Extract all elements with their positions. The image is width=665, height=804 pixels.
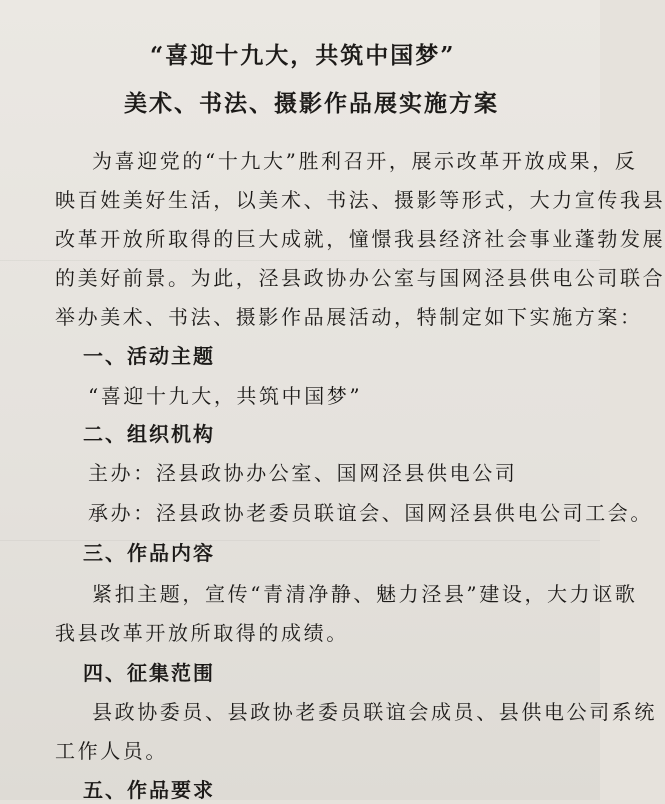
intro-paragraph-line: 为喜迎党的“十九大”胜利召开，展示改革开放成果，反 [92, 149, 638, 173]
document-title-line2: 美术、书法、摄影作品展实施方案 [124, 90, 499, 117]
organization-organizer: 承办：泾县政协老委员联谊会、国网泾县供电公司工会。 [88, 501, 653, 525]
intro-paragraph-line: 映百姓美好生活，以美术、书法、摄影等形式，大力宣传我县 [55, 188, 665, 212]
scope-text-line: 工作人员。 [55, 739, 168, 763]
theme-text: “喜迎十九大，共筑中国梦” [88, 384, 363, 408]
document-title-line1: “喜迎十九大，共筑中国梦” [150, 42, 456, 69]
organization-host: 主办：泾县政协办公室、国网泾县供电公司 [88, 461, 518, 485]
section-heading-organization: 二、组织机构 [83, 422, 215, 446]
intro-paragraph-line: 举办美术、书法、摄影作品展活动，特制定如下实施方案： [55, 305, 643, 329]
content-text-line: 我县改革开放所取得的成绩。 [55, 621, 349, 645]
intro-paragraph-line: 的美好前景。为此，泾县政协办公室与国网泾县供电公司联合 [55, 266, 665, 290]
content-text-line: 紧扣主题，宣传“青清净静、魅力泾县”建设，大力讴歌 [92, 582, 638, 606]
scope-text-line: 县政协委员、县政协老委员联谊会成员、县供电公司系统 [92, 700, 657, 724]
section-heading-requirements: 五、作品要求 [83, 778, 215, 802]
section-heading-theme: 一、活动主题 [83, 344, 215, 368]
paper-fold [0, 260, 600, 261]
intro-paragraph-line: 改革开放所取得的巨大成就，憧憬我县经济社会事业蓬勃发展 [55, 227, 665, 251]
section-heading-content: 三、作品内容 [83, 541, 215, 565]
section-heading-scope: 四、征集范围 [83, 661, 215, 685]
